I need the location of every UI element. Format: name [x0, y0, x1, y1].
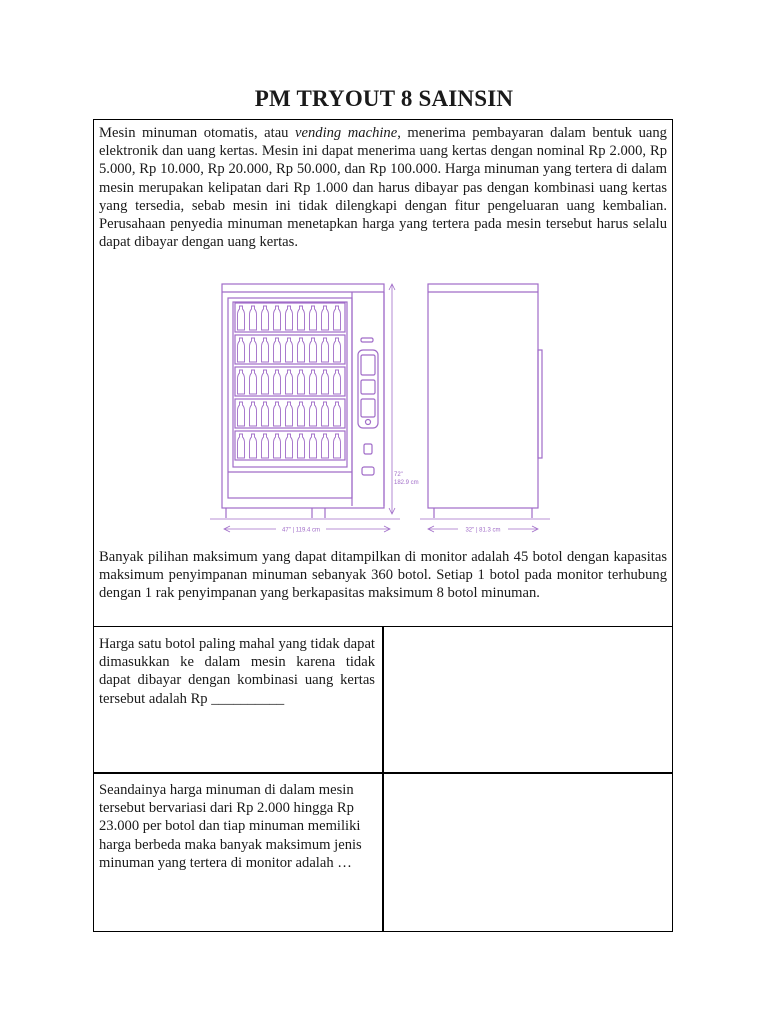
bill-acceptor	[361, 399, 375, 417]
bottle-icon	[322, 370, 329, 394]
bottle-icon	[334, 338, 341, 362]
side-body	[428, 284, 538, 508]
bottle-icon	[250, 370, 257, 394]
bottle-icon	[250, 402, 257, 426]
intro-text-start: Mesin minuman otomatis, atau	[99, 125, 296, 141]
bottle-icon	[322, 434, 329, 458]
front-width-label: 47" | 119.4 cm	[282, 527, 320, 534]
answer-cell-1[interactable]	[384, 628, 672, 771]
card-reader	[364, 444, 372, 454]
bottle-icon	[262, 402, 269, 426]
answer-cell-2[interactable]	[384, 775, 672, 931]
bottle-icon	[310, 402, 317, 426]
bottle-icon	[262, 306, 269, 330]
bottle-icon	[274, 306, 281, 330]
bottle-icon	[262, 338, 269, 362]
bottle-icon	[298, 402, 305, 426]
bottle-icon	[286, 306, 293, 330]
bottle-icon	[310, 306, 317, 330]
bottle-icon	[238, 338, 245, 362]
bottle-icon	[334, 370, 341, 394]
bottle-icon	[286, 402, 293, 426]
bottle-icon	[274, 370, 281, 394]
bottle-icon	[262, 370, 269, 394]
bottle-icon	[250, 434, 257, 458]
height-label-inch: 72"	[394, 472, 403, 478]
height-label-cm: 182.9 cm	[394, 480, 419, 486]
bottle-icon	[238, 434, 245, 458]
bottle-icon	[274, 338, 281, 362]
capacity-paragraph: Banyak pilihan maksimum yang dapat ditampilkan di monitor adalah 45 botol dengan kapasitas maksimum penyimpanan minuman sebanyak 360 botol. Setiap 1 botol pada monitor terhubung dengan 1 rak penyimpanan yang berkapasitas maksimum 8 botol minuman.	[99, 549, 667, 602]
bottle-icon	[238, 370, 245, 394]
intro-term: vending machine	[295, 125, 398, 141]
bottle-icon	[298, 338, 305, 362]
bottle-icon	[250, 306, 257, 330]
bottle-icon	[262, 434, 269, 458]
intro-paragraph	[99, 124, 667, 251]
bottle-icon	[286, 338, 293, 362]
bottle-icon	[274, 434, 281, 458]
bottle-icon	[274, 402, 281, 426]
bottle-icon	[286, 370, 293, 394]
bottle-icon	[322, 306, 329, 330]
bottle-icon	[322, 338, 329, 362]
bottle-icon	[310, 338, 317, 362]
question-1: Harga satu botol paling mahal yang tidak dapat dimasukkan ke dalam mesin karena tidak dapat dibayar dengan kombinasi uang kertas tersebut adalah Rp __________	[99, 636, 375, 707]
vending-machine-illustration	[210, 278, 560, 540]
side-width-label: 32" | 81.3 cm	[465, 527, 501, 534]
keypad	[361, 380, 375, 394]
bottle-icon	[334, 434, 341, 458]
bottle-icon	[250, 338, 257, 362]
bottle-icon	[322, 402, 329, 426]
intro-text-rest: , menerima pembayaran dalam bentuk uang elektronik dan uang kertas. Mesin ini dapat menerima uang kertas dengan nominal Rp 2.000, Rp 5.000, Rp 10.000, Rp 20.000, Rp 50.000, dan Rp 100.000. Harga minuman yang tertera di dalam mesin merupakan kelipatan dari Rp 1.000 dan harus dibayar pas dengan kombinasi uang kertas yang tersedia, sebab mesin ini tidak dilengkapi dengan fitur pengeluaran uang kembalian. Perusahaan penyedia minuman menetapkan harga yang tertera pada mesin tersebut harus selalu dapat dibayar dengan uang kertas.	[99, 125, 667, 251]
bottle-icon	[298, 434, 305, 458]
bottle-icon	[334, 306, 341, 330]
bottle-icon	[298, 370, 305, 394]
bottle-icon	[310, 370, 317, 394]
bottle-icon	[298, 306, 305, 330]
bottle-icon	[238, 306, 245, 330]
bottle-icon	[238, 402, 245, 426]
display-screen	[361, 355, 375, 375]
question-2: Seandainya harga minuman di dalam mesin tersebut bervariasi dari Rp 2.000 hingga Rp 23.000 per botol dan tiap minuman memiliki harga berbeda maka banyak maksimum jenis minuman yang tertera di monitor adalah …	[99, 782, 362, 871]
page-title: PM TRYOUT 8 SAINSIN	[254, 86, 514, 111]
coin-return	[362, 467, 374, 475]
coin-slot	[361, 338, 373, 342]
bottle-icon	[286, 434, 293, 458]
bottle-icon	[334, 402, 341, 426]
bottle-icon	[310, 434, 317, 458]
